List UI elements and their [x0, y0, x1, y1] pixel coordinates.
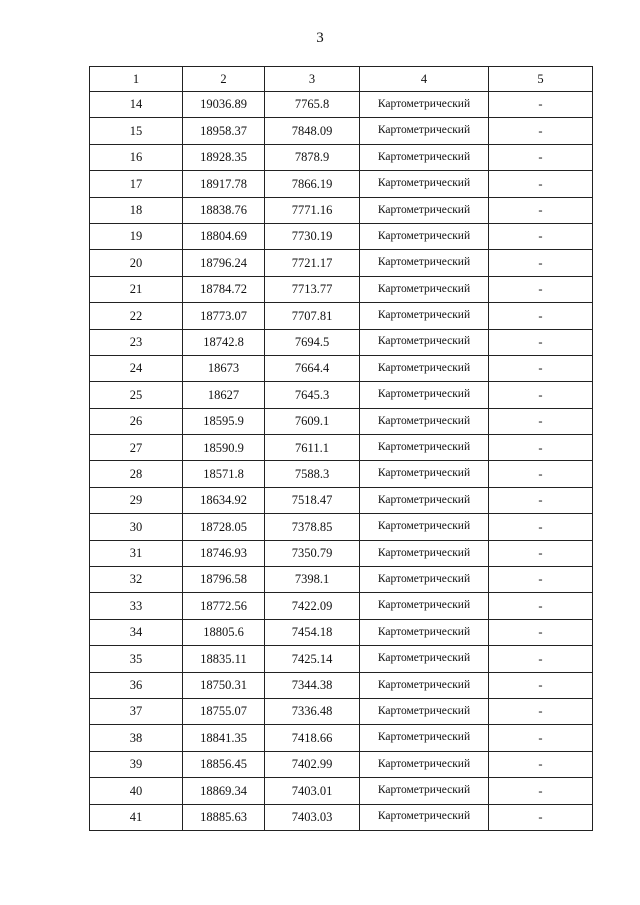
point-number-cell: 14 — [90, 92, 183, 118]
method-cell: Картометрический — [360, 778, 489, 804]
point-number-cell: 35 — [90, 646, 183, 672]
y-coordinate-cell: 7664.4 — [265, 355, 360, 381]
method-cell: Картометрический — [360, 804, 489, 830]
method-cell: Картометрический — [360, 514, 489, 540]
point-number-cell: 26 — [90, 408, 183, 434]
table-row — [90, 408, 593, 434]
accuracy-cell: - — [489, 487, 593, 513]
y-coordinate-cell: 7866.19 — [265, 171, 360, 197]
accuracy-cell: - — [489, 672, 593, 698]
accuracy-cell: - — [489, 171, 593, 197]
method-cell: Картометрический — [360, 329, 489, 355]
table-row — [90, 92, 593, 118]
method-cell: Картометрический — [360, 382, 489, 408]
y-coordinate-cell: 7398.1 — [265, 567, 360, 593]
x-coordinate-cell: 18755.07 — [183, 698, 265, 724]
header-cell-accuracy: 5 — [489, 67, 593, 92]
x-coordinate-cell: 18571.8 — [183, 461, 265, 487]
x-coordinate-cell: 18627 — [183, 382, 265, 408]
method-cell: Картометрический — [360, 725, 489, 751]
accuracy-cell: - — [489, 698, 593, 724]
x-coordinate-cell: 18742.8 — [183, 329, 265, 355]
point-number-cell: 18 — [90, 197, 183, 223]
y-coordinate-cell: 7454.18 — [265, 619, 360, 645]
method-cell: Картометрический — [360, 567, 489, 593]
table-row — [90, 540, 593, 566]
y-coordinate-cell: 7878.9 — [265, 144, 360, 170]
method-cell: Картометрический — [360, 646, 489, 672]
point-number-cell: 22 — [90, 303, 183, 329]
table-row — [90, 725, 593, 751]
y-coordinate-cell: 7694.5 — [265, 329, 360, 355]
y-coordinate-cell: 7730.19 — [265, 223, 360, 249]
method-cell: Картометрический — [360, 672, 489, 698]
accuracy-cell: - — [489, 567, 593, 593]
table-row — [90, 223, 593, 249]
point-number-cell: 31 — [90, 540, 183, 566]
table-row — [90, 250, 593, 276]
table-row — [90, 751, 593, 777]
y-coordinate-cell: 7403.01 — [265, 778, 360, 804]
method-cell: Картометрический — [360, 144, 489, 170]
accuracy-cell: - — [489, 619, 593, 645]
x-coordinate-cell: 18796.58 — [183, 567, 265, 593]
x-coordinate-cell: 18796.24 — [183, 250, 265, 276]
table-row — [90, 435, 593, 461]
accuracy-cell: - — [489, 118, 593, 144]
accuracy-cell: - — [489, 540, 593, 566]
method-cell: Картометрический — [360, 698, 489, 724]
table-row — [90, 487, 593, 513]
x-coordinate-cell: 18838.76 — [183, 197, 265, 223]
x-coordinate-cell: 18746.93 — [183, 540, 265, 566]
x-coordinate-cell: 19036.89 — [183, 92, 265, 118]
x-coordinate-cell: 18750.31 — [183, 672, 265, 698]
page-number: 3 — [316, 30, 324, 46]
method-cell: Картометрический — [360, 408, 489, 434]
method-cell: Картометрический — [360, 118, 489, 144]
point-number-cell: 21 — [90, 276, 183, 302]
table-row — [90, 329, 593, 355]
table-row — [90, 593, 593, 619]
accuracy-cell: - — [489, 435, 593, 461]
y-coordinate-cell: 7422.09 — [265, 593, 360, 619]
method-cell: Картометрический — [360, 487, 489, 513]
accuracy-cell: - — [489, 303, 593, 329]
x-coordinate-cell: 18784.72 — [183, 276, 265, 302]
x-coordinate-cell: 18804.69 — [183, 223, 265, 249]
coordinates-table — [89, 66, 593, 831]
table-body — [90, 92, 593, 831]
method-cell: Картометрический — [360, 751, 489, 777]
point-number-cell: 28 — [90, 461, 183, 487]
table-header — [90, 67, 593, 92]
table-row — [90, 355, 593, 381]
method-cell: Картометрический — [360, 223, 489, 249]
method-cell: Картометрический — [360, 303, 489, 329]
point-number-cell: 17 — [90, 171, 183, 197]
accuracy-cell: - — [489, 382, 593, 408]
accuracy-cell: - — [489, 197, 593, 223]
table-row — [90, 646, 593, 672]
x-coordinate-cell: 18835.11 — [183, 646, 265, 672]
method-cell: Картометрический — [360, 593, 489, 619]
y-coordinate-cell: 7350.79 — [265, 540, 360, 566]
x-coordinate-cell: 18917.78 — [183, 171, 265, 197]
point-number-cell: 39 — [90, 751, 183, 777]
method-cell: Картометрический — [360, 171, 489, 197]
table-row — [90, 303, 593, 329]
method-cell: Картометрический — [360, 619, 489, 645]
y-coordinate-cell: 7611.1 — [265, 435, 360, 461]
point-number-cell: 36 — [90, 672, 183, 698]
point-number-cell: 20 — [90, 250, 183, 276]
point-number-cell: 27 — [90, 435, 183, 461]
method-cell: Картометрический — [360, 461, 489, 487]
point-number-cell: 19 — [90, 223, 183, 249]
x-coordinate-cell: 18869.34 — [183, 778, 265, 804]
accuracy-cell: - — [489, 223, 593, 249]
header-cell-method: 4 — [360, 67, 489, 92]
y-coordinate-cell: 7588.3 — [265, 461, 360, 487]
point-number-cell: 41 — [90, 804, 183, 830]
accuracy-cell: - — [489, 725, 593, 751]
x-coordinate-cell: 18856.45 — [183, 751, 265, 777]
accuracy-cell: - — [489, 461, 593, 487]
accuracy-cell: - — [489, 355, 593, 381]
x-coordinate-cell: 18595.9 — [183, 408, 265, 434]
y-coordinate-cell: 7344.38 — [265, 672, 360, 698]
method-cell: Картометрический — [360, 435, 489, 461]
x-coordinate-cell: 18885.63 — [183, 804, 265, 830]
accuracy-cell: - — [489, 250, 593, 276]
y-coordinate-cell: 7645.3 — [265, 382, 360, 408]
accuracy-cell: - — [489, 276, 593, 302]
point-number-cell: 33 — [90, 593, 183, 619]
accuracy-cell: - — [489, 646, 593, 672]
y-coordinate-cell: 7418.66 — [265, 725, 360, 751]
x-coordinate-cell: 18805.6 — [183, 619, 265, 645]
accuracy-cell: - — [489, 804, 593, 830]
point-number-cell: 37 — [90, 698, 183, 724]
y-coordinate-cell: 7721.17 — [265, 250, 360, 276]
table-row — [90, 514, 593, 540]
accuracy-cell: - — [489, 408, 593, 434]
accuracy-cell: - — [489, 144, 593, 170]
header-cell-point: 1 — [90, 67, 183, 92]
table-row — [90, 171, 593, 197]
accuracy-cell: - — [489, 593, 593, 619]
point-number-cell: 38 — [90, 725, 183, 751]
y-coordinate-cell: 7378.85 — [265, 514, 360, 540]
method-cell: Картометрический — [360, 540, 489, 566]
table-row — [90, 461, 593, 487]
table-row — [90, 672, 593, 698]
y-coordinate-cell: 7403.03 — [265, 804, 360, 830]
y-coordinate-cell: 7765.8 — [265, 92, 360, 118]
x-coordinate-cell: 18928.35 — [183, 144, 265, 170]
table-row — [90, 118, 593, 144]
method-cell: Картометрический — [360, 355, 489, 381]
x-coordinate-cell: 18590.9 — [183, 435, 265, 461]
x-coordinate-cell: 18772.56 — [183, 593, 265, 619]
point-number-cell: 25 — [90, 382, 183, 408]
x-coordinate-cell: 18773.07 — [183, 303, 265, 329]
point-number-cell: 29 — [90, 487, 183, 513]
x-coordinate-cell: 18728.05 — [183, 514, 265, 540]
x-coordinate-cell: 18841.35 — [183, 725, 265, 751]
method-cell: Картометрический — [360, 92, 489, 118]
y-coordinate-cell: 7771.16 — [265, 197, 360, 223]
accuracy-cell: - — [489, 92, 593, 118]
point-number-cell: 23 — [90, 329, 183, 355]
table-row — [90, 698, 593, 724]
x-coordinate-cell: 18673 — [183, 355, 265, 381]
point-number-cell: 15 — [90, 118, 183, 144]
accuracy-cell: - — [489, 514, 593, 540]
header-cell-y: 3 — [265, 67, 360, 92]
accuracy-cell: - — [489, 751, 593, 777]
table-row — [90, 197, 593, 223]
y-coordinate-cell: 7336.48 — [265, 698, 360, 724]
point-number-cell: 30 — [90, 514, 183, 540]
y-coordinate-cell: 7402.99 — [265, 751, 360, 777]
method-cell: Картометрический — [360, 197, 489, 223]
y-coordinate-cell: 7518.47 — [265, 487, 360, 513]
x-coordinate-cell: 18634.92 — [183, 487, 265, 513]
method-cell: Картометрический — [360, 250, 489, 276]
y-coordinate-cell: 7609.1 — [265, 408, 360, 434]
y-coordinate-cell: 7848.09 — [265, 118, 360, 144]
point-number-cell: 34 — [90, 619, 183, 645]
point-number-cell: 24 — [90, 355, 183, 381]
table-row — [90, 804, 593, 830]
table-row — [90, 382, 593, 408]
table-row — [90, 778, 593, 804]
table-row — [90, 144, 593, 170]
table-row — [90, 276, 593, 302]
accuracy-cell: - — [489, 329, 593, 355]
point-number-cell: 16 — [90, 144, 183, 170]
header-cell-x: 2 — [183, 67, 265, 92]
y-coordinate-cell: 7707.81 — [265, 303, 360, 329]
y-coordinate-cell: 7713.77 — [265, 276, 360, 302]
header-row — [90, 67, 593, 92]
table-row — [90, 619, 593, 645]
x-coordinate-cell: 18958.37 — [183, 118, 265, 144]
table-row — [90, 567, 593, 593]
point-number-cell: 40 — [90, 778, 183, 804]
y-coordinate-cell: 7425.14 — [265, 646, 360, 672]
method-cell: Картометрический — [360, 276, 489, 302]
point-number-cell: 32 — [90, 567, 183, 593]
accuracy-cell: - — [489, 778, 593, 804]
